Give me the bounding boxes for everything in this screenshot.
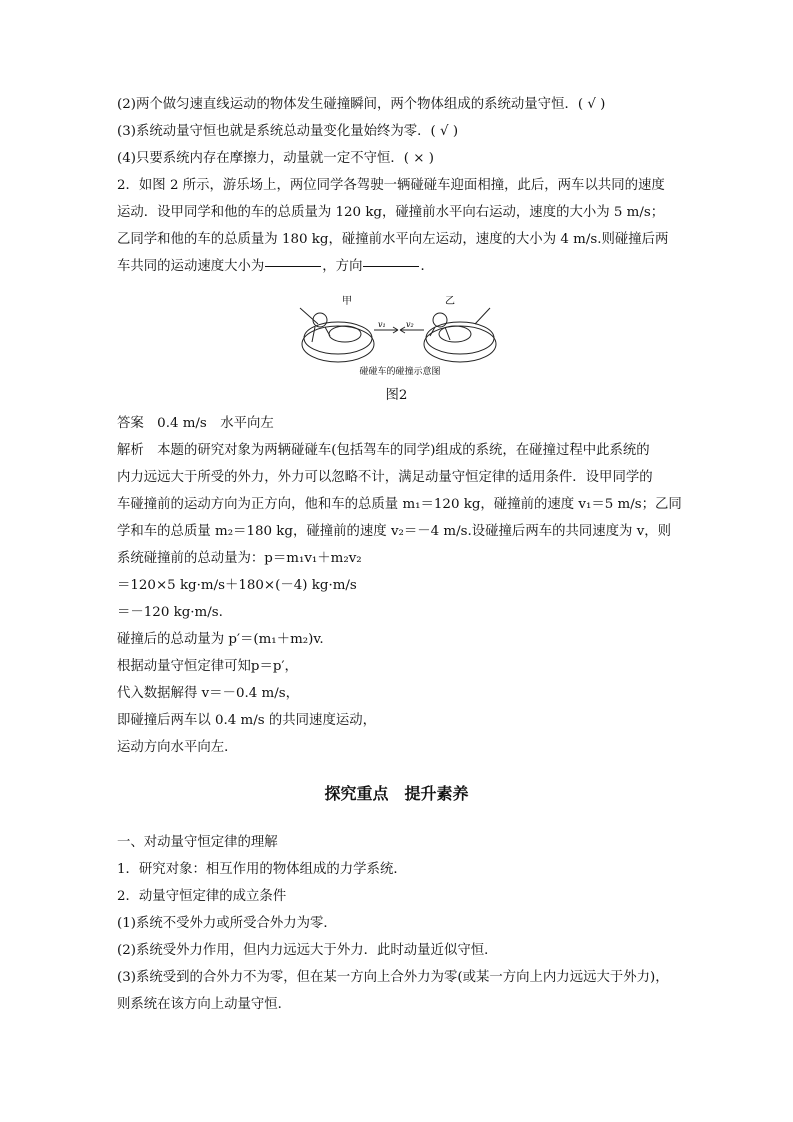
answer-blank-direction[interactable] (363, 265, 419, 267)
analysis-line-3: 车碰撞前的运动方向为正方向，他和车的总质量 m₁＝120 kg，碰撞前的速度 v₁＝5 m/s；乙同 (117, 497, 682, 512)
blank-mid: ，方向 (322, 259, 363, 274)
analysis-line-12: 运动方向水平向左． (117, 740, 238, 755)
analysis-line-11: 即碰撞后两车以 0.4 m/s 的共同速度运动， (117, 713, 377, 728)
statement-3: (3)系统动量守恒也就是系统总动量变化量始终为零．( √ ) (117, 124, 459, 139)
section-line-6: (3)系统受到的合外力不为零，但在某一方向上合外力为零(或某一方向上内力远远大于外力)， (117, 970, 669, 985)
analysis-line-4: 学和车的总质量 m₂＝180 kg，碰撞前的速度 v₂＝－4 m/s.设碰撞后两车的共同速度为 v，则 (117, 524, 672, 539)
analysis-line-2: 内力远远大于所受的外力，外力可以忽略不计，满足动量守恒定律的适用条件．设甲同学的 (117, 470, 653, 485)
section-heading: 探究重点 提升素养 (324, 784, 469, 803)
analysis-line-1: 解析 本题的研究对象为两辆碰碰车(包括驾车的同学)组成的系统，在碰撞过程中此系统的 (117, 443, 650, 458)
left-bumper-car (300, 308, 374, 362)
statement-2: (2)两个做匀速直线运动的物体发生碰撞瞬间，两个物体组成的系统动量守恒．( √ ) (117, 97, 606, 112)
answer-line (117, 415, 274, 433)
answer-value: 0.4 m/s 水平向左 (157, 416, 274, 431)
analysis-line-9: 根据动量守恒定律可知p＝p′， (117, 659, 298, 674)
label-yi: 乙 (445, 296, 455, 307)
bumper-car-diagram (290, 294, 510, 380)
analysis-line-5: 系统碰撞前的总动量为：p＝m₁v₁＋m₂v₂ (117, 551, 362, 566)
problem-2-line-4 (117, 258, 434, 276)
section-line-5: (2)系统受外力作用，但内力远远大于外力．此时动量近似守恒． (117, 943, 498, 958)
problem-2-line-2: 运动．设甲同学和他的车的总质量为 120 kg，碰撞前水平向右运动，速度的大小为 5 m/s； (117, 205, 665, 220)
figure-inner-caption: 碰碰车的碰撞示意图 (359, 367, 441, 377)
blank-prefix: 车共同的运动速度大小为 (117, 259, 265, 274)
blank-suffix: ． (420, 259, 434, 274)
section-line-3: 2．动量守恒定律的成立条件 (117, 889, 287, 904)
section-line-4: (1)系统不受外力或所受合外力为零． (117, 916, 337, 931)
label-jia: 甲 (342, 296, 352, 307)
problem-2-line-1: 2．如图 2 所示，游乐场上，两位同学各驾驶一辆碰碰车迎面相撞，此后，两车以共同的速度 (117, 178, 665, 193)
label-v2: v₂ (406, 320, 414, 329)
label-v1: v₁ (378, 320, 386, 329)
section-line-7: 则系统在该方向上动量守恒． (117, 997, 292, 1012)
section-line-2: 1．研究对象：相互作用的物体组成的力学系统． (117, 862, 407, 877)
analysis-line-6: ＝120×5 kg·m/s＋180×(－4) kg·m/s (117, 578, 357, 593)
analysis-line-8: 碰撞后的总动量为 p′＝(m₁＋m₂)v. (117, 632, 324, 647)
right-bumper-car (424, 308, 496, 362)
section-line-1: 一、对动量守恒定律的理解 (117, 835, 278, 850)
problem-2-line-3: 乙同学和他的车的总质量为 180 kg，碰撞前水平向左运动，速度的大小为 4 m/s.则碰撞后两 (117, 232, 669, 247)
analysis-line-10: 代入数据解得 v＝－0.4 m/s， (117, 686, 299, 701)
bumper-car-figure (290, 294, 510, 380)
analysis-line-7: ＝－120 kg·m/s. (117, 605, 223, 620)
answer-blank-speed[interactable] (265, 265, 321, 267)
answer-label: 答案 (117, 416, 144, 431)
statement-4: (4)只要系统内存在摩擦力，动量就一定不守恒．( × ) (117, 151, 434, 166)
figure-caption: 图2 (385, 388, 408, 403)
